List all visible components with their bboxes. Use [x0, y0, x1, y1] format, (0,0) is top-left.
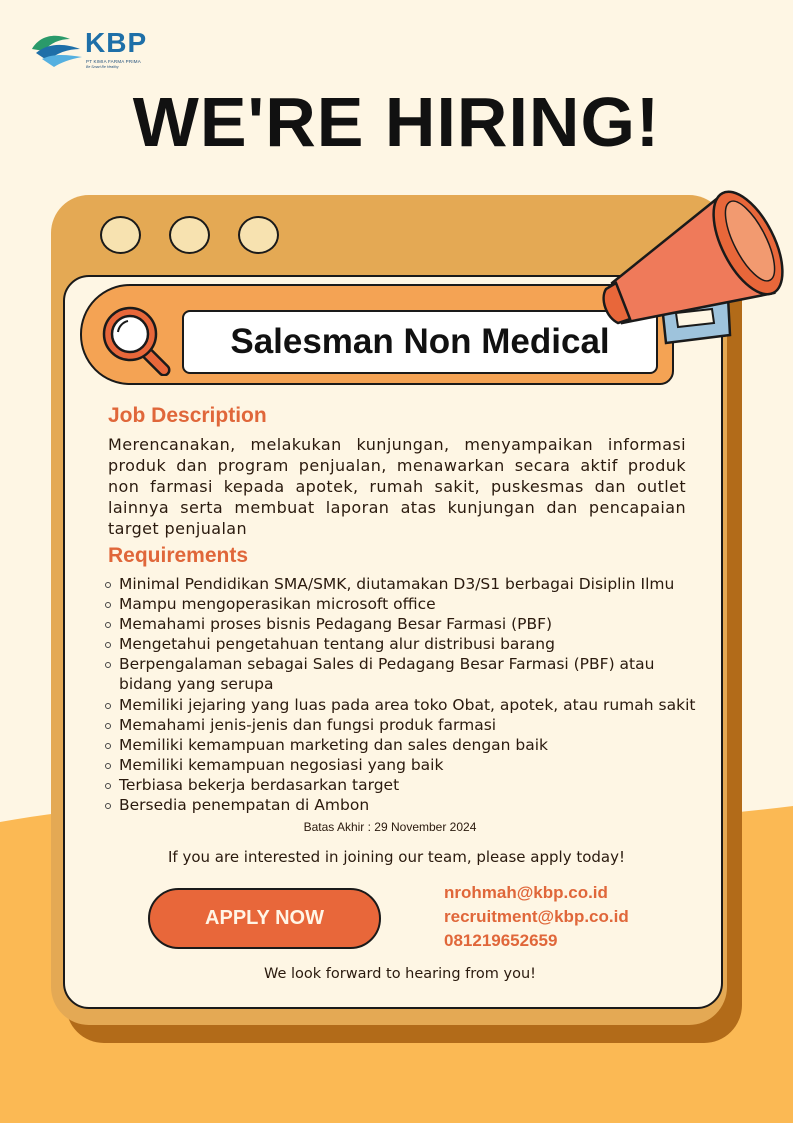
requirement-item: Bersedia penempatan di Ambon	[103, 795, 723, 815]
requirement-item: Memahami proses bisnis Pedagang Besar Farmasi (PBF)	[103, 614, 723, 634]
bullet-icon	[105, 763, 111, 769]
requirement-item: Terbiasa bekerja berdasarkan target	[103, 775, 723, 795]
requirement-item: Minimal Pendidikan SMA/SMK, diutamakan D3/S1 berbagai Disiplin Ilmu	[103, 574, 723, 594]
window-dot-icon	[100, 216, 141, 254]
bullet-icon	[105, 803, 111, 809]
logo-tagline: Be Smart Be Healthy	[86, 65, 119, 69]
closing-text: We look forward to hearing from you!	[264, 966, 536, 982]
bullet-icon	[105, 662, 111, 668]
bullet-icon	[105, 743, 111, 749]
requirements-heading: Requirements	[108, 544, 249, 567]
call-to-action-text: If you are interested in joining our team, please apply today!	[167, 848, 626, 866]
requirement-item: Berpengalaman sebagai Sales di Pedagang Besar Farmasi (PBF) atau bidang yang serupa	[103, 654, 683, 694]
requirement-item: Memiliki jejaring yang luas pada area toko Obat, apotek, atau rumah sakit	[103, 695, 723, 715]
contact-email-2[interactable]: recruitment@kbp.co.id	[444, 907, 629, 926]
apply-now-button[interactable]: APPLY NOW	[148, 888, 381, 949]
contact-email-1[interactable]: nrohmah@kbp.co.id	[444, 883, 608, 902]
kbp-logo	[30, 27, 160, 73]
bullet-icon	[105, 622, 111, 628]
contact-phone[interactable]: 081219652659	[444, 931, 558, 950]
hiring-headline: WE'RE HIRING!	[132, 83, 661, 161]
job-description-text: Merencanakan, melakukan kunjungan, menyampaikan informasi produk dan program penjualan, menawarkan secara aktif produk non farmasi kepada apotek, rumah sakit, puskesmas dan outlet lainnya serta membuat laporan atas kunjungan dan pencapaian target penjualan	[108, 435, 686, 538]
job-title: Salesman Non Medical	[182, 310, 658, 374]
application-deadline: Batas Akhir : 29 November 2024	[303, 820, 477, 834]
search-icon	[96, 300, 172, 376]
requirement-item: Memiliki kemampuan marketing dan sales dengan baik	[103, 735, 723, 755]
logo-subtitle: PT KIMIA FARMA PRIMA	[86, 59, 141, 64]
window-dot-icon	[169, 216, 210, 254]
kbp-logo-mark-icon	[30, 27, 84, 67]
bullet-icon	[105, 783, 111, 789]
window-dot-icon	[238, 216, 279, 254]
requirements-list	[103, 574, 723, 815]
bullet-icon	[105, 642, 111, 648]
bullet-icon	[105, 602, 111, 608]
requirement-item: Memiliki kemampuan negosiasi yang baik	[103, 755, 723, 775]
megaphone-icon	[596, 175, 793, 350]
bullet-icon	[105, 723, 111, 729]
job-description-heading: Job Description	[108, 404, 267, 427]
bullet-icon	[105, 582, 111, 588]
logo-name: KBP	[85, 27, 148, 58]
requirement-item: Mampu mengoperasikan microsoft office	[103, 594, 723, 614]
bullet-icon	[105, 703, 111, 709]
requirement-item: Mengetahui pengetahuan tentang alur distribusi barang	[103, 634, 723, 654]
requirement-item: Memahami jenis-jenis dan fungsi produk farmasi	[103, 715, 723, 735]
